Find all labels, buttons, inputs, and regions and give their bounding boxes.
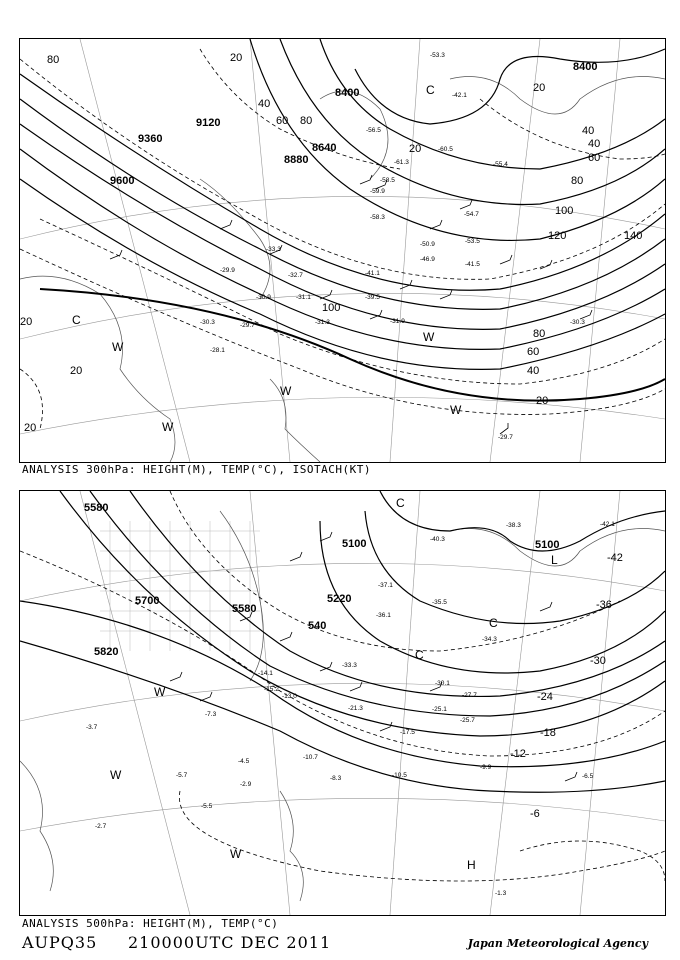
height-label: 5580 <box>84 502 109 514</box>
panel-caption: ANALYSIS 300hPa: HEIGHT(M), TEMP(°C), ISOTACH(KT) <box>22 463 372 476</box>
isotherm-label: -18 <box>540 727 556 739</box>
temp-label: -53.5 <box>465 238 480 245</box>
temp-label: -4.5 <box>238 758 250 765</box>
height-label: 5820 <box>94 646 119 658</box>
temp-label: -42.1 <box>452 92 467 99</box>
height-label: 8880 <box>284 154 309 166</box>
temp-label: -30.9 <box>256 294 271 301</box>
center-marker: W <box>162 420 174 434</box>
height-label: 5100 <box>342 538 367 550</box>
center-marker: W <box>112 340 124 354</box>
temp-label: -8.3 <box>330 775 342 782</box>
temp-label: -29.9 <box>220 267 235 274</box>
center-marker: C <box>396 496 405 510</box>
coastlines <box>20 511 665 901</box>
chart-datetime: 210000UTC DEC 2011 <box>128 933 332 952</box>
temp-label: -21.3 <box>348 705 363 712</box>
pressure-centers <box>110 496 558 872</box>
isotach-label: 20 <box>230 52 243 64</box>
height-label: 540 <box>308 620 327 632</box>
panel-caption: ANALYSIS 500hPa: HEIGHT(M), TEMP(°C) <box>22 917 279 930</box>
station-temperatures <box>200 52 585 441</box>
height-label: 8400 <box>573 61 598 73</box>
temp-label: -9.9 <box>480 764 492 771</box>
isotherm-label: -6 <box>530 808 540 820</box>
map-500hpa <box>19 490 666 916</box>
height-label: 8400 <box>335 87 360 99</box>
isotach-label: 60 <box>276 115 289 127</box>
isotach-label: 20 <box>24 422 37 434</box>
temp-label: -33.3 <box>266 246 281 253</box>
temp-label: -58.3 <box>370 214 385 221</box>
height-label: 5220 <box>327 593 352 605</box>
temp-label: -10.5 <box>392 772 407 779</box>
temp-label: -5.5 <box>201 803 213 810</box>
graticule <box>20 491 665 915</box>
isotherm-label: -12 <box>510 748 526 760</box>
temp-label: -37.1 <box>378 582 393 589</box>
temp-label: -50.9 <box>420 241 435 248</box>
temp-label: -31.1 <box>296 294 311 301</box>
temp-label: -25.1 <box>432 706 447 713</box>
map-300hpa <box>19 38 666 463</box>
isotach-label: 140 <box>624 230 643 242</box>
temp-label: -41.1 <box>365 270 380 277</box>
temp-label: -31.3 <box>315 319 330 326</box>
temp-label: -14.1 <box>258 670 273 677</box>
center-marker: L <box>551 553 558 567</box>
isotach-label: 120 <box>548 230 567 242</box>
center-marker: C <box>72 313 81 327</box>
agency-name: Japan Meteorological Agency <box>467 937 648 950</box>
isotherm-label: -30 <box>590 655 606 667</box>
temp-label: -25.7 <box>460 717 475 724</box>
wind-barbs <box>170 532 577 781</box>
temp-label: -27.7 <box>462 692 477 699</box>
center-marker: W <box>423 330 435 344</box>
temp-label: -54.7 <box>464 211 479 218</box>
temp-label: -35.5 <box>432 599 447 606</box>
center-marker: C <box>489 616 498 630</box>
temp-label: -7.3 <box>205 711 217 718</box>
isotach-label: 100 <box>555 205 574 217</box>
isotach-labels <box>20 52 642 434</box>
center-marker: W <box>450 403 462 417</box>
height-label: 5100 <box>535 539 560 551</box>
temp-label: -29.7 <box>240 322 255 329</box>
temp-label: -6.5 <box>582 773 594 780</box>
temp-label: -59.9 <box>370 188 385 195</box>
temp-label: -39.5 <box>365 294 380 301</box>
temp-label: -60.5 <box>438 146 453 153</box>
temp-label: -30.3 <box>570 319 585 326</box>
station-temperatures <box>86 521 615 897</box>
temp-label: -2.7 <box>95 823 107 830</box>
isotach-label: 40 <box>258 98 271 110</box>
isotach-label: 60 <box>527 346 540 358</box>
temp-label: -13.0 <box>282 693 297 700</box>
isotach-label: 20 <box>536 395 549 407</box>
temp-label: -28.1 <box>210 347 225 354</box>
height-label: 9600 <box>110 175 135 187</box>
isotach-label: 100 <box>322 302 341 314</box>
temp-label: -34.3 <box>482 636 497 643</box>
isotach-label: 40 <box>582 125 595 137</box>
temp-label: -42.1 <box>600 521 615 528</box>
temp-label: -3.7 <box>86 724 98 731</box>
temp-label: -38.3 <box>506 522 521 529</box>
isotach-label: 20 <box>533 82 546 94</box>
isotherm-label: -36 <box>596 599 612 611</box>
temp-label: -31.9 <box>390 318 405 325</box>
temp-label: -55.4 <box>493 161 508 168</box>
isotach-label: 80 <box>47 54 60 66</box>
isotherm-labels <box>510 552 623 820</box>
center-marker: C <box>426 83 435 97</box>
isotach-label: 40 <box>527 365 540 377</box>
isotach-label: 20 <box>409 143 422 155</box>
isotach-label: 60 <box>588 152 601 164</box>
temp-label: -29.7 <box>498 434 513 441</box>
temp-label: -15.2 <box>264 686 279 693</box>
temp-label: -41.5 <box>465 261 480 268</box>
temp-label: -17.5 <box>400 729 415 736</box>
temp-label: -33.3 <box>342 662 357 669</box>
temp-label: -30.3 <box>200 319 215 326</box>
temp-label: -56.5 <box>366 127 381 134</box>
map-500hpa-canvas <box>20 491 665 915</box>
isotherm-label: -42 <box>607 552 623 564</box>
temp-label: -58.5 <box>380 177 395 184</box>
height-label: 9120 <box>196 117 221 129</box>
isotach-label: 80 <box>300 115 313 127</box>
height-label: 5580 <box>232 603 257 615</box>
isotach-contours <box>20 49 665 429</box>
height-label: 8640 <box>312 142 337 154</box>
center-marker: W <box>230 847 242 861</box>
temp-label: -36.1 <box>376 612 391 619</box>
temp-label: -2.9 <box>240 781 252 788</box>
center-marker: H <box>467 858 476 872</box>
isotach-label: 40 <box>588 138 601 150</box>
temp-label: -40.3 <box>430 536 445 543</box>
temp-label: -32.7 <box>288 272 303 279</box>
height-label: 5700 <box>135 595 160 607</box>
height-label: 9360 <box>138 133 163 145</box>
center-marker: W <box>280 384 292 398</box>
temp-label: -61.3 <box>394 159 409 166</box>
temp-label: -30.1 <box>435 680 450 687</box>
isotach-label: 80 <box>571 175 584 187</box>
isotherm-label: -24 <box>537 691 553 703</box>
center-marker: W <box>110 768 122 782</box>
chart-id: AUPQ35 <box>22 933 98 952</box>
isotach-label: 20 <box>70 365 83 377</box>
center-marker: C <box>415 648 424 662</box>
temp-label: -46.9 <box>420 256 435 263</box>
map-300hpa-canvas <box>20 39 665 462</box>
temp-label: -1.3 <box>495 890 507 897</box>
temp-label: -10.7 <box>303 754 318 761</box>
graticule <box>20 39 665 462</box>
isotach-label: 20 <box>20 316 33 328</box>
height-contours <box>20 491 665 792</box>
isotach-label: 80 <box>533 328 546 340</box>
hatched-area <box>100 521 260 651</box>
temp-label: -53.3 <box>430 52 445 59</box>
temp-label: -5.7 <box>176 772 188 779</box>
center-marker: W <box>154 685 166 699</box>
